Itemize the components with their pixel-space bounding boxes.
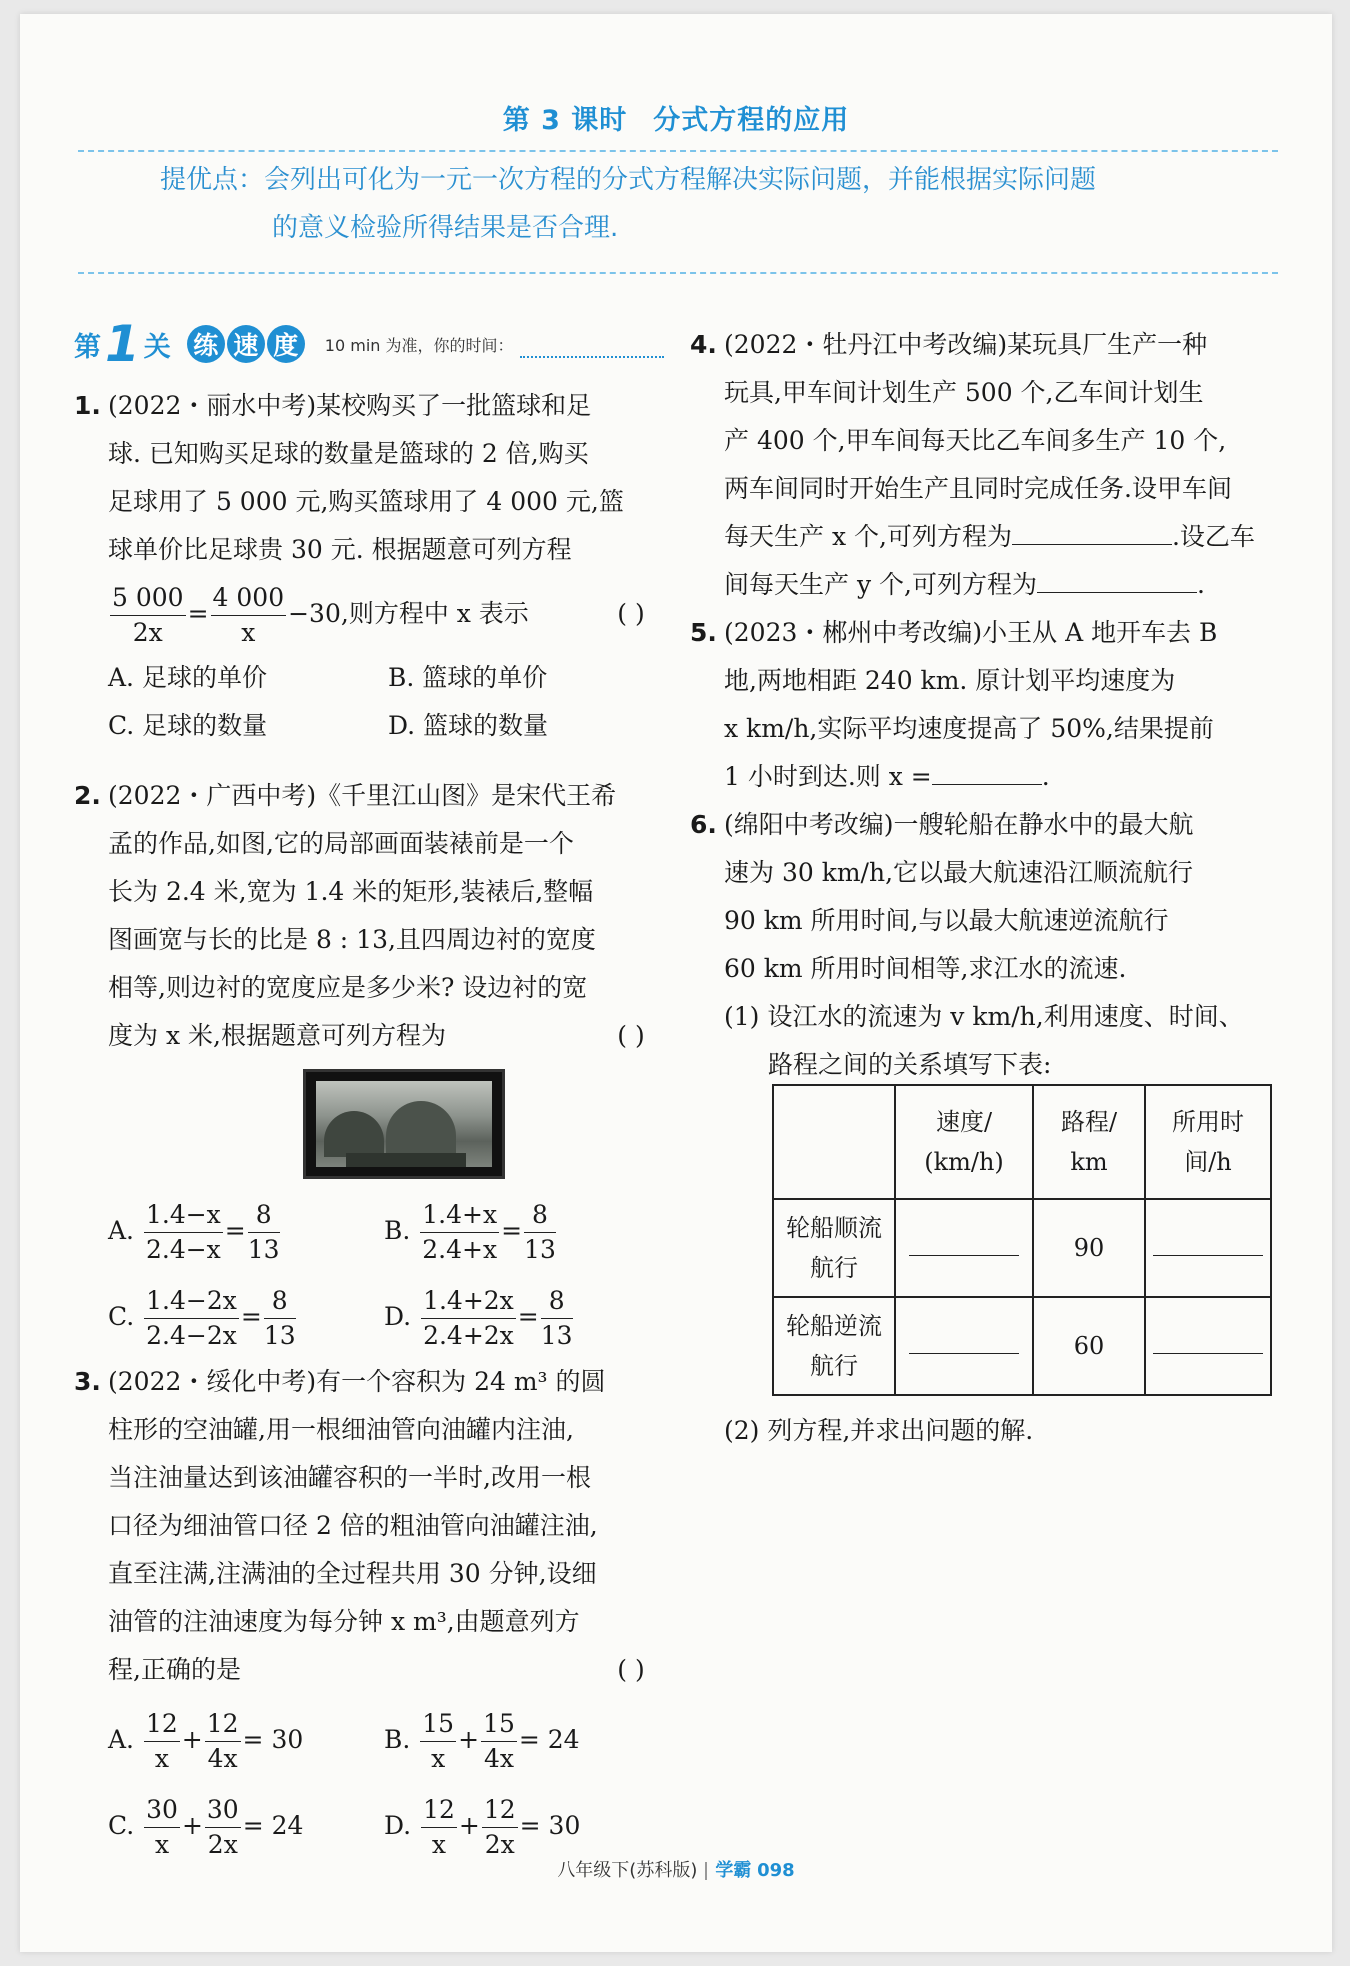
q4-text: 每天生产 x 个,可列方程为 <box>724 522 1012 551</box>
section-post: 关 <box>143 331 171 363</box>
q1-frac-den: 2x <box>132 618 163 647</box>
q1-source: (2022・丽水中考) <box>108 391 317 420</box>
q1-options <box>74 654 666 702</box>
time-line <box>520 342 664 358</box>
q4-number: 4. <box>690 330 717 359</box>
q2-options <box>108 1189 668 1361</box>
section-number: 1 <box>105 315 140 373</box>
question-5 <box>690 609 1290 801</box>
q4-text: 间每天生产 y 个,可列方程为 <box>724 570 1037 599</box>
option-c[interactable]: C. $\frac{30}{x}$ + $\frac{30}{2x}$ = 24 <box>108 1794 304 1859</box>
page <box>20 14 1332 1952</box>
divider-bottom <box>78 272 1278 274</box>
tip-line-1: 提优点：会列出可化为一元一次方程的分式方程解决实际问题，并能根据实际问题 <box>160 165 1097 195</box>
painting-image <box>303 1069 505 1179</box>
table-header-time: 所用时 间/h <box>1145 1085 1271 1199</box>
q5-number: 5. <box>690 618 717 647</box>
q1-frac-num: 4 000 <box>211 581 287 616</box>
answer-blank[interactable] <box>932 784 1042 785</box>
page-number: 098 <box>757 1860 795 1881</box>
question-2 <box>74 772 666 1060</box>
table-cell-distance: 60 <box>1033 1297 1145 1395</box>
q4-text: 某玩具厂生产一种 <box>1007 330 1208 359</box>
answer-paren: ( ) <box>617 1655 645 1684</box>
option-d[interactable]: D. 篮球的数量 <box>388 711 549 740</box>
speed-table <box>772 1084 1272 1396</box>
q3-text: 柱形的空油罐,用一根细油管向油罐内注油, <box>108 1415 574 1444</box>
q6-number: 6. <box>690 810 717 839</box>
table-header-speed: 速度/ (km/h) <box>895 1085 1033 1199</box>
table-row-downstream: 轮船顺流 航行 <box>773 1199 895 1297</box>
pill-3: 度 <box>267 325 305 363</box>
q1-options <box>74 702 666 750</box>
option-a[interactable]: A. $\frac{12}{x}$ + $\frac{12}{4x}$ = 30 <box>108 1708 304 1773</box>
q6-part-1: (1) 设江水的流速为 v km/h,利用速度、时间、 <box>724 1002 1244 1031</box>
q4-text: 产 400 个,甲车间每天比乙车间多生产 10 个, <box>724 426 1227 455</box>
option-b[interactable]: B. $\frac{1.4+x}{2.4+x}$ = $\frac{8}{13}$ <box>384 1199 556 1264</box>
answer-blank[interactable] <box>1012 544 1172 545</box>
q4-source: (2022・牡丹江中考改编) <box>724 330 1008 359</box>
q6-text: 90 km 所用时间,与以最大航速逆流航行 <box>724 906 1169 935</box>
q2-text: 相等,则边衬的宽度应是多少米? 设边衬的宽 <box>108 973 588 1002</box>
q3-source: (2022・绥化中考) <box>108 1367 317 1396</box>
time-note: 10 min 为准，你的时间： <box>324 335 514 355</box>
section-header <box>74 314 664 374</box>
question-6 <box>690 801 1290 1089</box>
q4-text: .设乙车 <box>1171 522 1255 551</box>
q3-text: 程,正确的是 <box>108 1655 241 1684</box>
q6-text: 一艘轮船在静水中的最大航 <box>893 810 1194 839</box>
q1-frac-num: 5 000 <box>110 581 186 616</box>
q6-text: 速为 30 km/h,它以最大航速沿江顺流航行 <box>724 858 1194 887</box>
q6-part-1: 路程之间的关系填写下表: <box>768 1050 1052 1079</box>
section-pre: 第 <box>74 331 101 363</box>
q5-text: 小王从 A 地开车去 B <box>982 618 1218 647</box>
q4-text: 两车间同时开始生产且同时完成任务.设甲车间 <box>724 474 1232 503</box>
q3-number: 3. <box>74 1367 101 1396</box>
table-cell-distance: 90 <box>1033 1199 1145 1297</box>
option-b[interactable]: B. 篮球的单价 <box>388 663 548 692</box>
option-a[interactable]: A. $\frac{1.4-x}{2.4-x}$ = $\frac{8}{13}$ <box>108 1199 280 1264</box>
tip-box <box>160 156 1230 252</box>
footer-brand: 学霸 <box>715 1860 752 1881</box>
q4-text: 玩具,甲车间计划生产 500 个,乙车间计划生 <box>724 378 1204 407</box>
q3-text: 有一个容积为 24 m³ 的圆 <box>316 1367 606 1396</box>
q2-text: 长为 2.4 米,宽为 1.4 米的矩形,装裱后,整幅 <box>108 877 594 906</box>
q2-text: 《千里江山图》是宋代王希 <box>316 781 617 810</box>
option-c[interactable]: C. $\frac{1.4-2x}{2.4-2x}$ = $\frac{8}{13}$ <box>108 1285 296 1350</box>
table-corner <box>773 1085 895 1199</box>
question-4 <box>690 321 1290 609</box>
section-pills <box>187 325 307 363</box>
option-a[interactable]: A. 足球的单价 <box>108 663 267 692</box>
option-b[interactable]: B. $\frac{15}{x}$ + $\frac{15}{4x}$ = 24 <box>384 1708 580 1773</box>
q2-text: 孟的作品,如图,它的局部画面装裱前是一个 <box>108 829 574 858</box>
q1-number: 1. <box>74 391 101 420</box>
lesson-number: 第 3 课时 <box>502 105 628 136</box>
q3-text: 口径为细油管口径 2 倍的粗油管向油罐注油, <box>108 1511 598 1540</box>
q5-text: . <box>1041 762 1050 791</box>
table-cell-time[interactable] <box>1145 1199 1271 1297</box>
q5-text: 1 小时到达.则 x = <box>724 762 932 791</box>
footer-grade: 八年级下(苏科版) <box>557 1860 698 1881</box>
q1-text: 某校购买了一批篮球和足 <box>316 391 592 420</box>
answer-paren: ( ) <box>617 599 645 628</box>
table-cell-time[interactable] <box>1145 1297 1271 1395</box>
table-cell-speed[interactable] <box>895 1199 1033 1297</box>
q6-source: (绵阳中考改编) <box>724 810 894 839</box>
answer-blank[interactable] <box>1037 592 1197 593</box>
q1-text: 球. 已知购买足球的数量是篮球的 2 倍,购买 <box>108 439 589 468</box>
option-d[interactable]: D. $\frac{1.4+2x}{2.4+2x}$ = $\frac{8}{13}$ <box>384 1285 573 1350</box>
q1-text: 球单价比足球贵 30 元. 根据题意可列方程 <box>108 535 572 564</box>
q1-eq-tail: −30,则方程中 x 表示 <box>288 599 529 628</box>
q6-part-2: (2) 列方程,并求出问题的解. <box>724 1416 1034 1445</box>
question-1 <box>74 382 666 750</box>
question-3 <box>74 1358 666 1694</box>
footer <box>20 1856 1332 1882</box>
q3-options <box>108 1698 668 1870</box>
q3-text: 当注油量达到该油罐容积的一半时,改用一根 <box>108 1463 591 1492</box>
q4-text: . <box>1196 570 1205 599</box>
divider-top <box>78 150 1278 152</box>
table-row-upstream: 轮船逆流 航行 <box>773 1297 895 1395</box>
table-header-distance: 路程/ km <box>1033 1085 1145 1199</box>
q2-source: (2022・广西中考) <box>108 781 317 810</box>
q2-text: 图画宽与长的比是 8 : 13,且四周边衬的宽度 <box>108 925 596 954</box>
q1-frac-den: x <box>241 618 256 647</box>
q3-text: 直至注满,注满油的全过程共用 30 分钟,设细 <box>108 1559 597 1588</box>
option-d[interactable]: D. $\frac{12}{x}$ + $\frac{12}{2x}$ = 30 <box>384 1794 581 1859</box>
tip-line-2: 的意义检验所得结果是否合理. <box>272 213 619 243</box>
pill-2: 速 <box>227 325 265 363</box>
q5-text: x km/h,实际平均速度提高了 50%,结果提前 <box>724 714 1214 743</box>
q1-equation: $\frac{5 000}{2x}$ = $\frac{4 000}{x}$ −30,则方程中 x 表示 ( ) <box>74 574 666 654</box>
q1-text: 足球用了 5 000 元,购买篮球用了 4 000 元,篮 <box>108 487 624 516</box>
answer-paren: ( ) <box>617 1021 645 1050</box>
q5-text: 地,两地相距 240 km. 原计划平均速度为 <box>724 666 1176 695</box>
q2-number: 2. <box>74 781 101 810</box>
lesson-name: 分式方程的应用 <box>653 105 850 136</box>
table-cell-speed[interactable] <box>895 1297 1033 1395</box>
pill-1: 练 <box>187 325 225 363</box>
q2-text: 度为 x 米,根据题意可列方程为 <box>108 1021 446 1050</box>
option-c[interactable]: C. 足球的数量 <box>108 711 268 740</box>
q3-text: 油管的注油速度为每分钟 x m³,由题意列方 <box>108 1607 580 1636</box>
q5-source: (2023・郴州中考改编) <box>724 618 983 647</box>
q6-text: 60 km 所用时间相等,求江水的流速. <box>724 954 1127 983</box>
lesson-title <box>20 98 1332 137</box>
